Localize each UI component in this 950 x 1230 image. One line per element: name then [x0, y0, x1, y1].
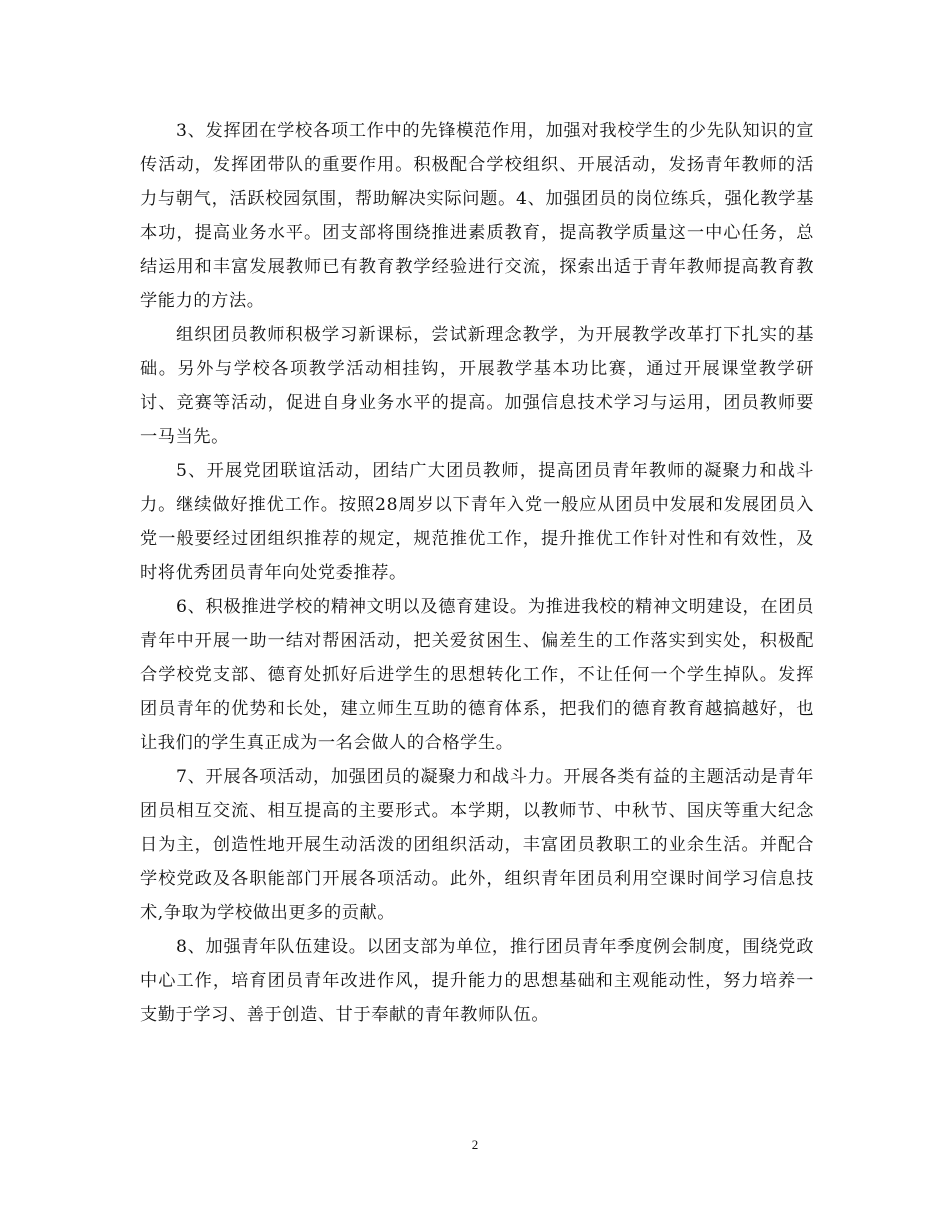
paragraph-item-5: 5、开展党团联谊活动，团结广大团员教师，提高团员青年教师的凝聚力和战斗力。继续做好推优工作。按照28周岁以下青年入党一般应从团员中发展和发展团员入党一般要经过团组织推荐的规定，规范推优工作，提升推优工作针对性和有效性，及时将优秀团员青年向处党委推荐。 — [140, 461, 814, 583]
paragraph-new-curriculum: 组织团员教师积极学习新课标，尝试新理念教学，为开展教学改革打下扎实的基础。另外与学校各项教学活动相挂钩，开展教学基本功比赛，通过开展课堂教学研讨、竞赛等活动，促进自身业务水平的提高。加强信息技术学习与运用，团员教师要一马当先。 — [140, 325, 814, 447]
paragraph-item-6: 6、积极推进学校的精神文明以及德育建设。为推进我校的精神文明建设，在团员青年中开展一助一结对帮困活动，把关爱贫困生、偏差生的工作落实到实处，积极配合学校党支部、德育处抓好后进学生的思想转化工作，不让任何一个学生掉队。发挥团员青年的优势和长处，建立师生互助的德育体系，把我们的德育教育越搞越好，也让我们的学生真正成为一名会做人的合格学生。 — [140, 597, 814, 753]
paragraph-item-3-4: 3、发挥团在学校各项工作中的先锋模范作用，加强对我校学生的少先队知识的宣传活动，发挥团带队的重要作用。积极配合学校组织、开展活动，发扬青年教师的活力与朝气，活跃校园氛围，帮助解决实际问题。4、加强团员的岗位练兵，强化教学基本功，提高业务水平。团支部将围绕推进素质教育，提高教学质量这一中心任务，总结运用和丰富发展教师已有教育教学经验进行交流，探索出适于青年教师提高教育教学能力的方法。 — [140, 121, 814, 311]
document-body — [140, 114, 814, 1032]
paragraph-item-8: 8、加强青年队伍建设。以团支部为单位，推行团员青年季度例会制度，围绕党政中心工作，培育团员青年改进作风，提升能力的思想基础和主观能动性，努力培养一支勤于学习、善于创造、甘于奉献的青年教师队伍。 — [140, 937, 814, 1025]
page-number: 2 — [471, 1137, 479, 1152]
paragraph-item-7: 7、开展各项活动，加强团员的凝聚力和战斗力。开展各类有益的主题活动是青年团员相互交流、相互提高的主要形式。本学期，以教师节、中秋节、国庆等重大纪念日为主，创造性地开展生动活泼的团组织活动，丰富团员教职工的业余生活。并配合学校党政及各职能部门开展各项活动。此外，组织青年团员利用空课时间学习信息技术,争取为学校做出更多的贡献。 — [140, 767, 814, 923]
